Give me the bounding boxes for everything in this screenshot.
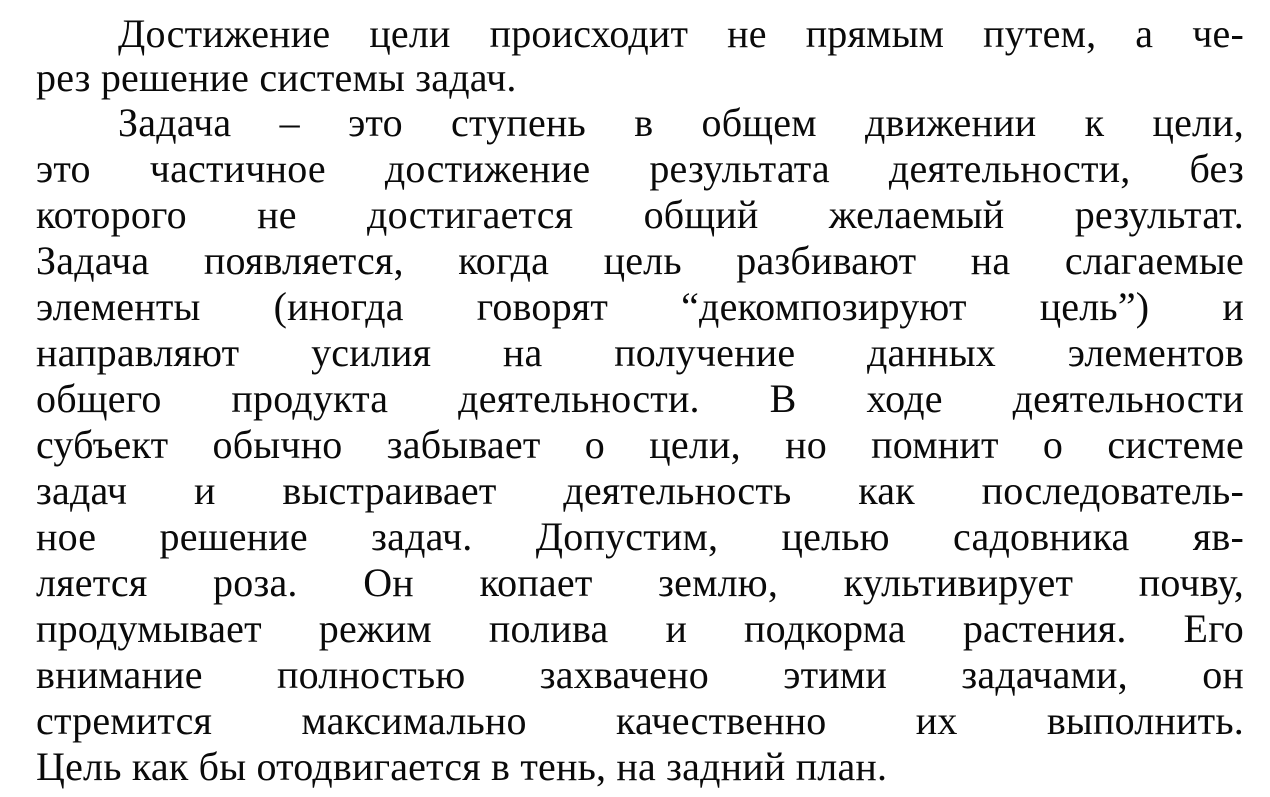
text-line-5: которого не достигается общий желаемый результат. <box>36 192 1244 237</box>
text-line-15: внимание полностью захвачено этими задачами, он <box>36 652 1244 697</box>
text-line-10: субъект обычно забывает о цели, но помнит о системе <box>36 422 1244 467</box>
text-line-7: элементы (иногда говорят “декомпозируют цель”) и <box>36 284 1244 329</box>
text-line-8: направляют усилия на получение данных элементов <box>36 330 1244 375</box>
text-line-13: ляется роза. Он копает землю, культивирует почву, <box>36 560 1244 605</box>
text-line-11: задач и выстраивает деятельность как последователь- <box>36 468 1244 513</box>
text-line-14: продумывает режим полива и подкорма растения. Его <box>36 606 1244 651</box>
text-line-9: общего продукта деятельности. В ходе деятельности <box>36 376 1244 421</box>
text-line-16: стремится максимально качественно их выполнить. <box>36 698 1244 743</box>
text-line-4: это частичное достижение результата деятельности, без <box>36 146 1244 191</box>
text-line-12: ное решение задач. Допустим, целью садовника яв- <box>36 514 1244 559</box>
text-line-17: Цель как бы отодвигается в тень, на задний план. <box>36 744 888 789</box>
text-line-2: рез решение системы задач. <box>36 55 517 100</box>
text-line-1: Достижение цели происходит не прямым путем, а че- <box>118 11 1244 56</box>
text-line-3: Задача – это ступень в общем движении к цели, <box>118 100 1244 145</box>
text-line-6: Задача появляется, когда цель разбивают на слагаемые <box>36 238 1244 283</box>
